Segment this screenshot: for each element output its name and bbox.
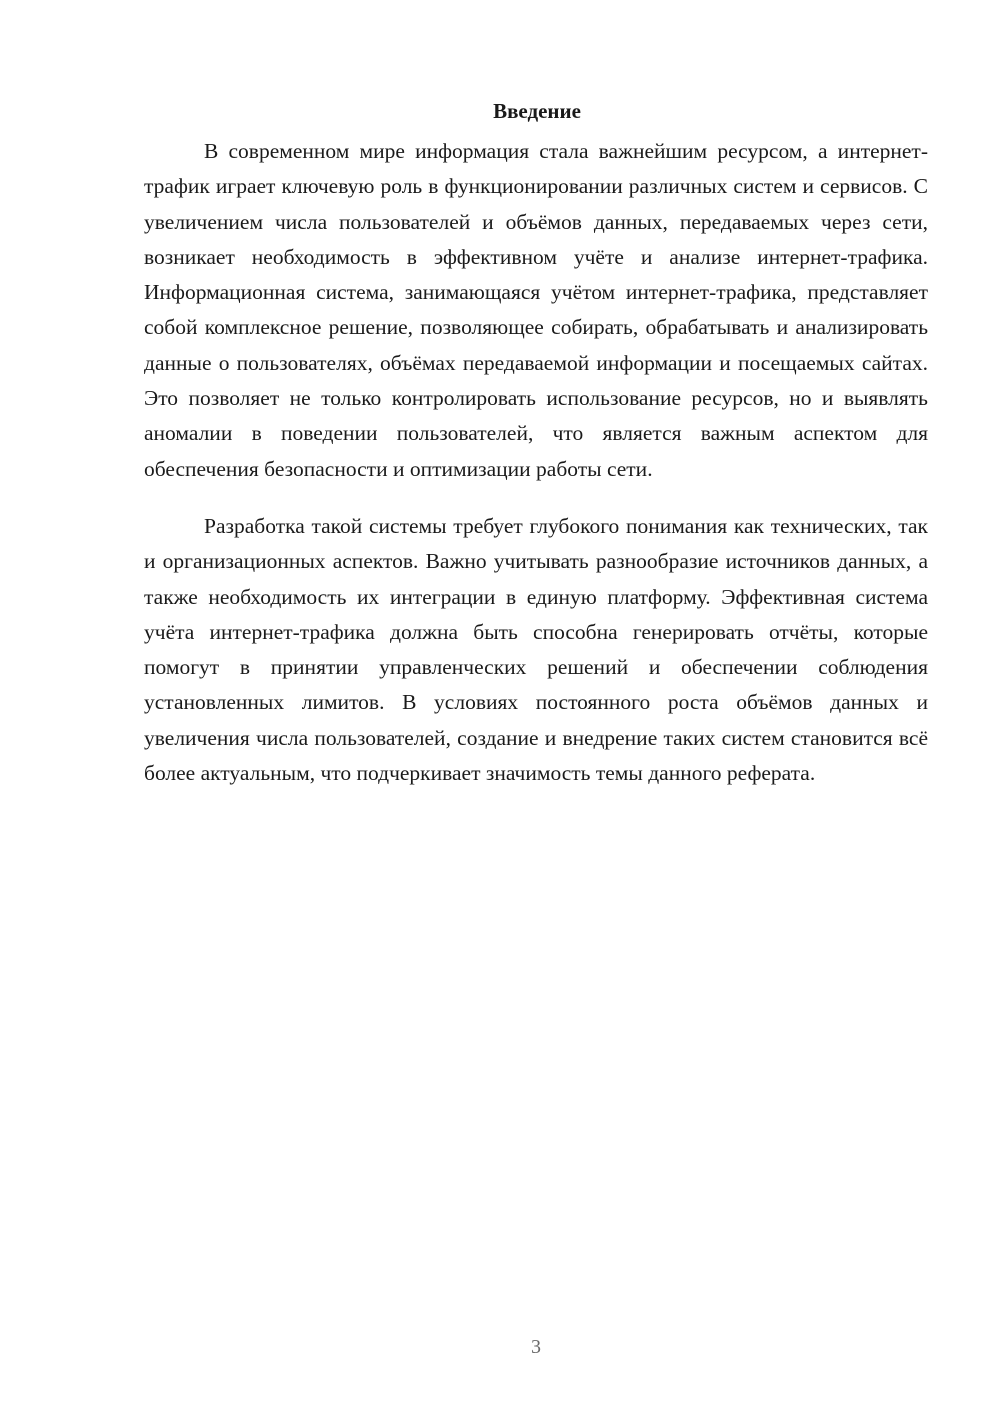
page-content [144,96,928,791]
body-paragraph: В современном мире информация стала важнейшим ресурсом, а интернет-трафик играет ключевую роль в функционировании различных систем и сервисов. С увеличением числа пользователей и объёмов данных, передаваемых через сети, возникает необходимость в эффективном учёте и анализе интернет-трафика. Информационная система, занимающаяся учётом интернет-трафика, представляет собой комплексное решение, позволяющее собирать, обрабатывать и анализировать данные о пользователях, объёмах передаваемой информации и посещаемых сайтах. Это позволяет не только контролировать использование ресурсов, но и выявлять аномалии в поведении пользователей, что является важным аспектом для обеспечения безопасности и оптимизации работы сети. [144,139,928,481]
body-paragraph: Разработка такой системы требует глубокого понимания как технических, так и организационных аспектов. Важно учитывать разнообразие источников данных, а также необходимость их интеграции в единую платформу. Эффективная система учёта интернет-трафика должна быть способна генерировать отчёты, которые помогут в принятии управленческих решений и обеспечении соблюдения установленных лимитов. В условиях постоянного роста объёмов данных и увеличения числа пользователей, создание и внедрение таких систем становится всё более актуальным, что подчеркивает значимость темы данного реферата. [144,513,928,786]
section-title: Введение [493,99,581,123]
page-number: 3 [531,1336,541,1358]
